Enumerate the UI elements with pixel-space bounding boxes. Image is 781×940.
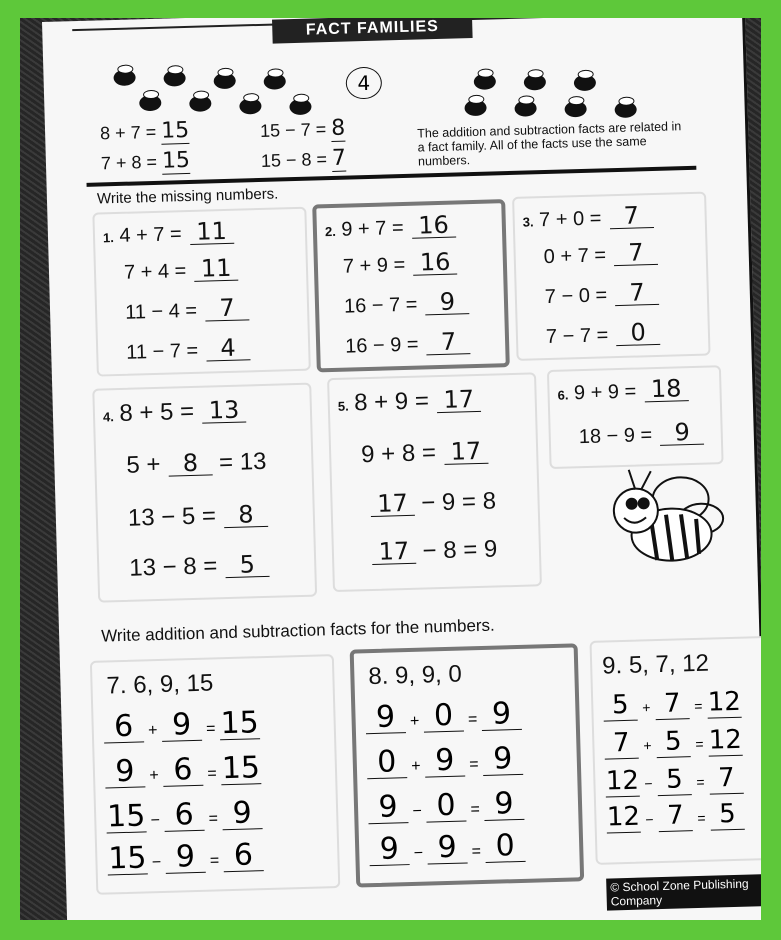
fact-row: 15 − 6 = 9 xyxy=(106,798,263,833)
family-box-9 xyxy=(589,636,761,865)
fact-row: 9 − 0 = 9 xyxy=(368,789,525,824)
page-mark: 4 xyxy=(345,67,382,100)
example-fact: 15 − 8 = 7 xyxy=(260,145,347,171)
problem-row: 6. 9 + 9 = 18 xyxy=(557,376,688,406)
problem-row: 1. 4 + 7 = 11 xyxy=(103,219,234,249)
bee-icon xyxy=(464,100,486,117)
problem-row: 16 − 7 = 9 xyxy=(344,289,470,318)
bee-cartoon-icon xyxy=(595,463,728,577)
problem-row: 3. 7 + 0 = 7 xyxy=(522,203,653,233)
bee-icon xyxy=(113,69,135,86)
bee-icon xyxy=(213,73,235,90)
family-box-8 xyxy=(350,643,585,887)
bee-icon xyxy=(163,70,185,87)
bee-icon xyxy=(514,100,536,117)
example-fact: 15 − 7 = 8 xyxy=(259,115,346,141)
problem-row: 2. 9 + 7 = 16 xyxy=(325,213,456,243)
problem-row: 13 − 5 = 8 xyxy=(128,501,269,533)
problem-row: 5. 8 + 9 = 17 xyxy=(337,386,481,418)
section-heading: Write addition and subtraction facts for the numbers. xyxy=(100,615,496,646)
bee-icon xyxy=(474,73,496,90)
copyright: © School Zone Publishing Company xyxy=(606,874,761,910)
fact-row: 5 + 7 = 12 xyxy=(603,687,742,722)
problem-row: 13 − 8 = 5 xyxy=(129,551,270,583)
page-title: FACT FAMILIES xyxy=(272,18,473,44)
family-label: 8. 9, 9, 0 xyxy=(368,660,463,691)
problem-row: 11 − 4 = 7 xyxy=(125,295,250,324)
bee-icon xyxy=(524,74,546,91)
problem-row: 7 + 4 = 11 xyxy=(124,256,239,285)
bee-icon xyxy=(564,101,586,118)
family-label: 9. 5, 7, 12 xyxy=(601,649,710,680)
bee-icon xyxy=(139,95,161,112)
fact-row: 9 + 6 = 15 xyxy=(105,753,262,788)
problem-row: 11 − 7 = 4 xyxy=(126,335,251,364)
example-fact: 7 + 8 = 15 xyxy=(100,147,191,174)
bee-icon xyxy=(289,99,311,116)
fact-row: 12 − 5 = 7 xyxy=(605,763,744,798)
fact-row: 15 − 9 = 6 xyxy=(107,840,264,875)
problem-row: 17 − 9 = 8 xyxy=(362,488,496,520)
problem-box-3 xyxy=(512,192,711,361)
bee-icon xyxy=(574,75,596,92)
fact-row: 9 − 9 = 0 xyxy=(369,831,526,866)
intro-text: The addition and subtraction facts are related in a fact family. All of the facts use the same numbers. xyxy=(417,119,682,169)
problem-row: 7 − 0 = 7 xyxy=(544,280,659,309)
problem-row: 16 − 9 = 7 xyxy=(345,329,471,358)
fact-row: 0 + 9 = 9 xyxy=(366,744,523,779)
example-fact: 8 + 7 = 15 xyxy=(99,117,190,144)
worksheet xyxy=(42,18,761,920)
problem-row: 0 + 7 = 7 xyxy=(543,240,658,269)
fact-row: 12 − 7 = 5 xyxy=(606,799,745,834)
photo-frame xyxy=(20,18,761,920)
problem-row: 7 + 9 = 16 xyxy=(343,250,458,279)
bee-icon xyxy=(614,101,636,118)
problem-row: 17 − 8 = 9 xyxy=(364,535,498,567)
section-heading: Write the missing numbers. xyxy=(96,185,279,208)
problem-box-1 xyxy=(92,207,310,377)
problem-box-4 xyxy=(92,383,317,603)
problem-row: 9 + 8 = 17 xyxy=(361,438,488,470)
problem-row: 18 − 9 = 9 xyxy=(578,420,704,449)
bee-icon xyxy=(239,98,261,115)
bee-icon xyxy=(264,73,286,90)
fact-row: 6 + 9 = 15 xyxy=(103,708,260,743)
problem-row: 7 − 7 = 0 xyxy=(546,320,661,349)
problem-box-6 xyxy=(547,365,724,469)
family-box-7 xyxy=(90,654,340,895)
fact-row: 7 + 5 = 12 xyxy=(604,725,743,760)
problem-box-5 xyxy=(327,372,542,592)
problem-row: 5 + 8 = 13 xyxy=(126,447,267,479)
problem-row: 4. 8 + 5 = 13 xyxy=(103,396,247,428)
fact-row: 9 + 0 = 9 xyxy=(365,699,522,734)
problem-box-2 xyxy=(312,199,510,372)
bee-icon xyxy=(189,95,211,112)
family-label: 7. 6, 9, 15 xyxy=(106,669,214,700)
